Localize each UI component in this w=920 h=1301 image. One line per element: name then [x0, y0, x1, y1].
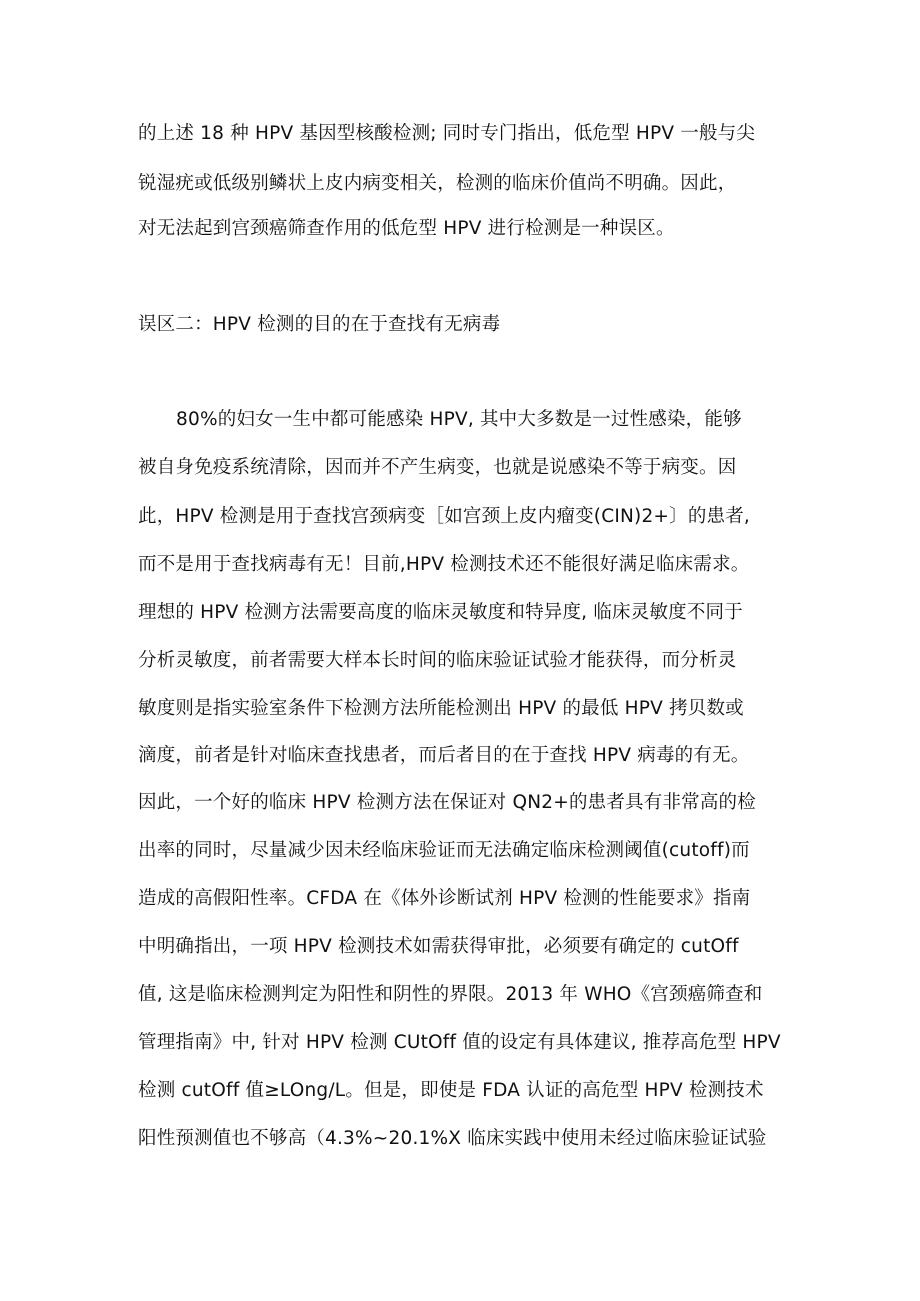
paragraph-2-line-2: 被自身免疫系统清除，因而并不产生病变，也就是说感染不等于病变。因	[138, 457, 737, 478]
paragraph-2-line-15: 检测 cutOff 值≥LOng∕L。但是，即使是 FDA 认证的高危型 HPV 检测技术	[138, 1080, 764, 1101]
paragraph-2-line-7: 敏度则是指实验室条件下检测方法所能检测出 HPV 的最低 HPV 拷贝数或	[138, 698, 744, 719]
paragraph-1-line-3: 对无法起到宫颈癌筛查作用的低危型 HPV 进行检测是一种误区。	[138, 218, 675, 239]
section-heading: 误区二：HPV 检测的目的在于查找有无病毒	[138, 314, 501, 335]
paragraph-2-line-12: 中明确指出，一项 HPV 检测技术如需获得审批，必须要有确定的 cutOff	[138, 936, 739, 957]
paragraph-2-line-1: 80%的妇女一生中都可能感染 HPV, 其中大多数是一过性感染，能够	[176, 409, 742, 430]
paragraph-2-line-5: 理想的 HPV 检测方法需要高度的临床灵敏度和特异度, 临床灵敏度不同于	[138, 602, 743, 623]
paragraph-2-line-6: 分析灵敏度，前者需要大样本长时间的临床验证试验才能获得，而分析灵	[138, 650, 737, 671]
paragraph-2-line-4: 而不是用于查找病毒有无！目前,HPV 检测技术还不能很好满足临床需求。	[138, 554, 750, 575]
paragraph-1-line-1: 的上述 18 种 HPV 基因型核酸检测; 同时专门指出，低危型 HPV 一般与尖	[138, 123, 756, 144]
paragraph-2-line-14: 管理指南》中, 针对 HPV 检测 CUtOff 值的设定有具体建议, 推荐高危型 HPV	[138, 1032, 781, 1053]
paragraph-2-line-8: 滴度，前者是针对临床查找患者，而后者目的在于查找 HPV 病毒的有无。	[138, 745, 750, 766]
paragraph-1-line-2: 锐湿疣或低级别鳞状上皮内病变相关，检测的临床价值尚不明确。因此，	[138, 173, 737, 194]
paragraph-2-line-11: 造成的高假阳性率。CFDA 在《体外诊断试剂 HPV 检测的性能要求》指南	[138, 888, 751, 909]
paragraph-2-line-16: 阳性预测值也不够高（4.3%~20.1%X 临床实践中使用未经过临床验证试验	[138, 1128, 767, 1149]
paragraph-2-line-13: 值, 这是临床检测判定为阳性和阴性的界限。2013 年 WHO《宫颈癌筛查和	[138, 984, 763, 1005]
paragraph-2-line-9: 因此，一个好的临床 HPV 检测方法在保证对 QN2+的患者具有非常高的检	[138, 792, 756, 813]
paragraph-2-line-10: 出率的同时，尽量减少因未经临床验证而无法确定临床检测阈值(cutoff)而	[138, 840, 750, 861]
paragraph-2-line-3: 此，HPV 检测是用于查找宫颈病变［如宫颈上皮内瘤变(CIN)2+〕的患者,	[138, 506, 751, 527]
